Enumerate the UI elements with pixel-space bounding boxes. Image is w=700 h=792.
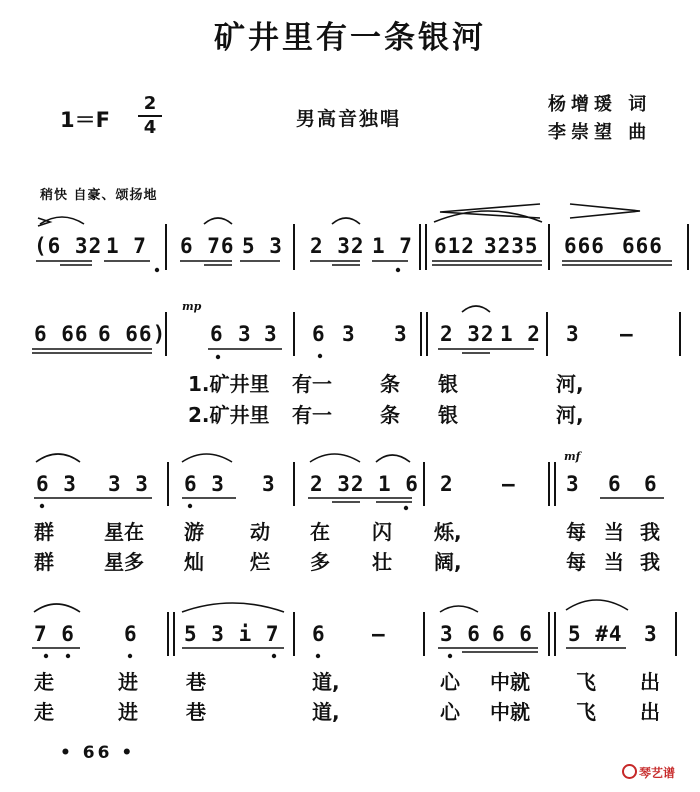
row3-lyric2-10: 我	[640, 550, 660, 574]
row2-lyric1-5: 河,	[556, 372, 584, 396]
row2-notes-2: 6 66)	[98, 322, 167, 346]
row2-notes-8: 3	[394, 322, 408, 346]
dynamic-mf: mf	[564, 450, 581, 463]
row1-notes-4: 5 3	[242, 234, 283, 258]
watermark-text: 琴艺谱	[639, 766, 676, 780]
row4-lyric1-1: 走	[34, 670, 54, 694]
composer-credit: 李崇望 曲	[548, 122, 652, 143]
row3-lyric2-8: 每	[566, 550, 586, 574]
octave-dot	[44, 654, 48, 658]
row3-lyric1-4: 动	[250, 520, 270, 544]
row4-lyric1-4: 道,	[312, 670, 340, 694]
row4-lyric2-5: 心	[440, 700, 460, 724]
row4-lyric1-8: 出	[640, 670, 660, 694]
row3-lyric2-5: 多	[310, 550, 330, 574]
slur	[332, 218, 360, 224]
row3-notes-8: —	[502, 472, 516, 496]
row2-notes-11: 3	[566, 322, 580, 346]
row1-notes-10: 666	[622, 234, 663, 258]
row1-notes-5: 2 32	[310, 234, 365, 258]
time-signature-bottom: 4	[143, 117, 157, 138]
octave-dot	[216, 355, 220, 359]
row4-notes-7: 6 6	[492, 622, 533, 646]
octave-dot	[316, 654, 320, 658]
row4-lyric1-3: 巷	[186, 670, 206, 694]
row2-notes-5: 3	[264, 322, 278, 346]
row4-lyric2-1: 走	[34, 700, 54, 724]
row4-lyric1-5: 心	[440, 670, 460, 694]
octave-dot	[404, 506, 408, 510]
slur	[566, 600, 628, 610]
slur	[462, 306, 490, 312]
row1-notes-7: 612	[434, 234, 475, 258]
row1-notes-9: 666	[564, 234, 605, 258]
row2-notes-9: 2 32	[440, 322, 495, 346]
slur	[204, 218, 232, 224]
row3-lyric2-7: 阔,	[434, 550, 462, 574]
row2-lyric1-4: 银	[438, 372, 458, 396]
row2-lyric1-3: 条	[380, 372, 400, 396]
row2-notes-12: —	[620, 322, 634, 346]
row3-notes-11: 6	[644, 472, 658, 496]
row3-notes-4: 3	[262, 472, 276, 496]
row3-lyric2-6: 壮	[372, 550, 392, 574]
row3-lyric2-9: 当	[604, 550, 624, 574]
row2-notes-3: 6	[210, 322, 224, 346]
row3-lyric1-3: 游	[184, 520, 204, 544]
row4-notes-4: 6	[312, 622, 326, 646]
row2-lyric2-5: 河,	[556, 403, 584, 427]
row3-lyric2-2: 星多	[104, 550, 144, 574]
row3-lyric1-10: 我	[640, 520, 660, 544]
row4-lyric1-7: 飞	[576, 670, 596, 694]
row4-notes-5: —	[372, 622, 386, 646]
octave-dot	[128, 654, 132, 658]
row4-lyric2-4: 道,	[312, 700, 340, 724]
row4-lyric2-3: 巷	[186, 700, 206, 724]
row2-lyric2-4: 银	[438, 403, 458, 427]
row4-lyric2-6: 中就	[490, 700, 530, 724]
row3-lyric2-1: 群	[34, 550, 54, 574]
row3-notes-3: 6 3	[184, 472, 225, 496]
slur	[182, 454, 232, 462]
row4-notes-1: 7 6	[34, 622, 75, 646]
dynamic-mp: mp	[182, 300, 202, 313]
row2-lyric2-2: 有一	[292, 403, 332, 427]
row4-notes-9: 3	[644, 622, 658, 646]
row4-lyric1-6: 中就	[490, 670, 530, 694]
row1-notes-6: 1 7	[372, 234, 413, 258]
row3-lyric1-5: 在	[310, 520, 330, 544]
row3-notes-2: 3 3	[108, 472, 149, 496]
row1-notes-8: 3235	[484, 234, 539, 258]
slur	[376, 455, 410, 462]
row3-lyric1-7: 烁,	[434, 520, 462, 544]
row3-lyric1-6: 闪	[372, 520, 392, 544]
row2-notes-1: 6 66	[34, 322, 89, 346]
key-signature: 1＝F	[60, 108, 110, 132]
decrescendo-hairpin	[570, 204, 640, 218]
row3-notes-5: 2 32	[310, 472, 365, 496]
row2-lyric1-1: 1.矿井里	[188, 372, 270, 396]
row1-notes-3: 6 76	[180, 234, 235, 258]
row3-notes-6: 1 6	[378, 472, 419, 496]
octave-dot	[188, 504, 192, 508]
page-number: • 66 •	[60, 743, 136, 763]
row4-lyric2-7: 飞	[576, 700, 596, 724]
octave-dot	[40, 504, 44, 508]
row1-notes-1: (6 32	[34, 234, 103, 258]
octave-dot	[318, 354, 322, 358]
slur	[440, 606, 478, 612]
time-signature-top: 2	[143, 93, 157, 114]
row2-lyric1-2: 有一	[292, 372, 332, 396]
row4-notes-8: 5 #4	[568, 622, 623, 646]
row4-lyric2-8: 出	[640, 700, 660, 724]
row3-lyric1-2: 星在	[104, 520, 144, 544]
row3-notes-7: 2	[440, 472, 454, 496]
row2-notes-10: 1 2	[500, 322, 541, 346]
row3-notes-9: 3	[566, 472, 580, 496]
tempo-marking: 稍快 自豪、颂扬地	[40, 188, 158, 203]
row2-notes-6: 6	[312, 322, 326, 346]
octave-dot	[66, 654, 70, 658]
row1-notes-2: 1 7	[106, 234, 147, 258]
octave-dot	[448, 654, 452, 658]
row4-lyric2-2: 进	[118, 700, 138, 724]
row3-lyric1-1: 群	[34, 520, 54, 544]
octave-dot	[396, 268, 400, 272]
octave-dot	[155, 268, 159, 272]
row3-notes-1: 6 3	[36, 472, 77, 496]
octave-dot	[272, 654, 276, 658]
row4-notes-6: 3 6	[440, 622, 481, 646]
row3-lyric2-4: 烂	[250, 550, 270, 574]
row3-lyric2-3: 灿	[184, 550, 204, 574]
row2-notes-7: 3	[342, 322, 356, 346]
row4-lyric1-2: 进	[118, 670, 138, 694]
row4-notes-3: 5 3 i 7	[184, 622, 280, 646]
performance-subtitle: 男高音独唱	[296, 108, 402, 130]
lyricist-credit: 杨增瑗 词	[548, 94, 652, 115]
row2-notes-4: 3	[238, 322, 252, 346]
slur	[34, 604, 80, 612]
row3-lyric1-8: 每	[566, 520, 586, 544]
slur	[182, 603, 284, 612]
song-title: 矿井里有一条银河	[214, 20, 486, 56]
row4-notes-2: 6	[124, 622, 138, 646]
row3-lyric1-9: 当	[604, 520, 624, 544]
row3-notes-10: 6	[608, 472, 622, 496]
row2-lyric2-3: 条	[380, 403, 400, 427]
slur	[36, 454, 80, 462]
slur	[310, 454, 360, 462]
row2-lyric2-1: 2.矿井里	[188, 403, 270, 427]
